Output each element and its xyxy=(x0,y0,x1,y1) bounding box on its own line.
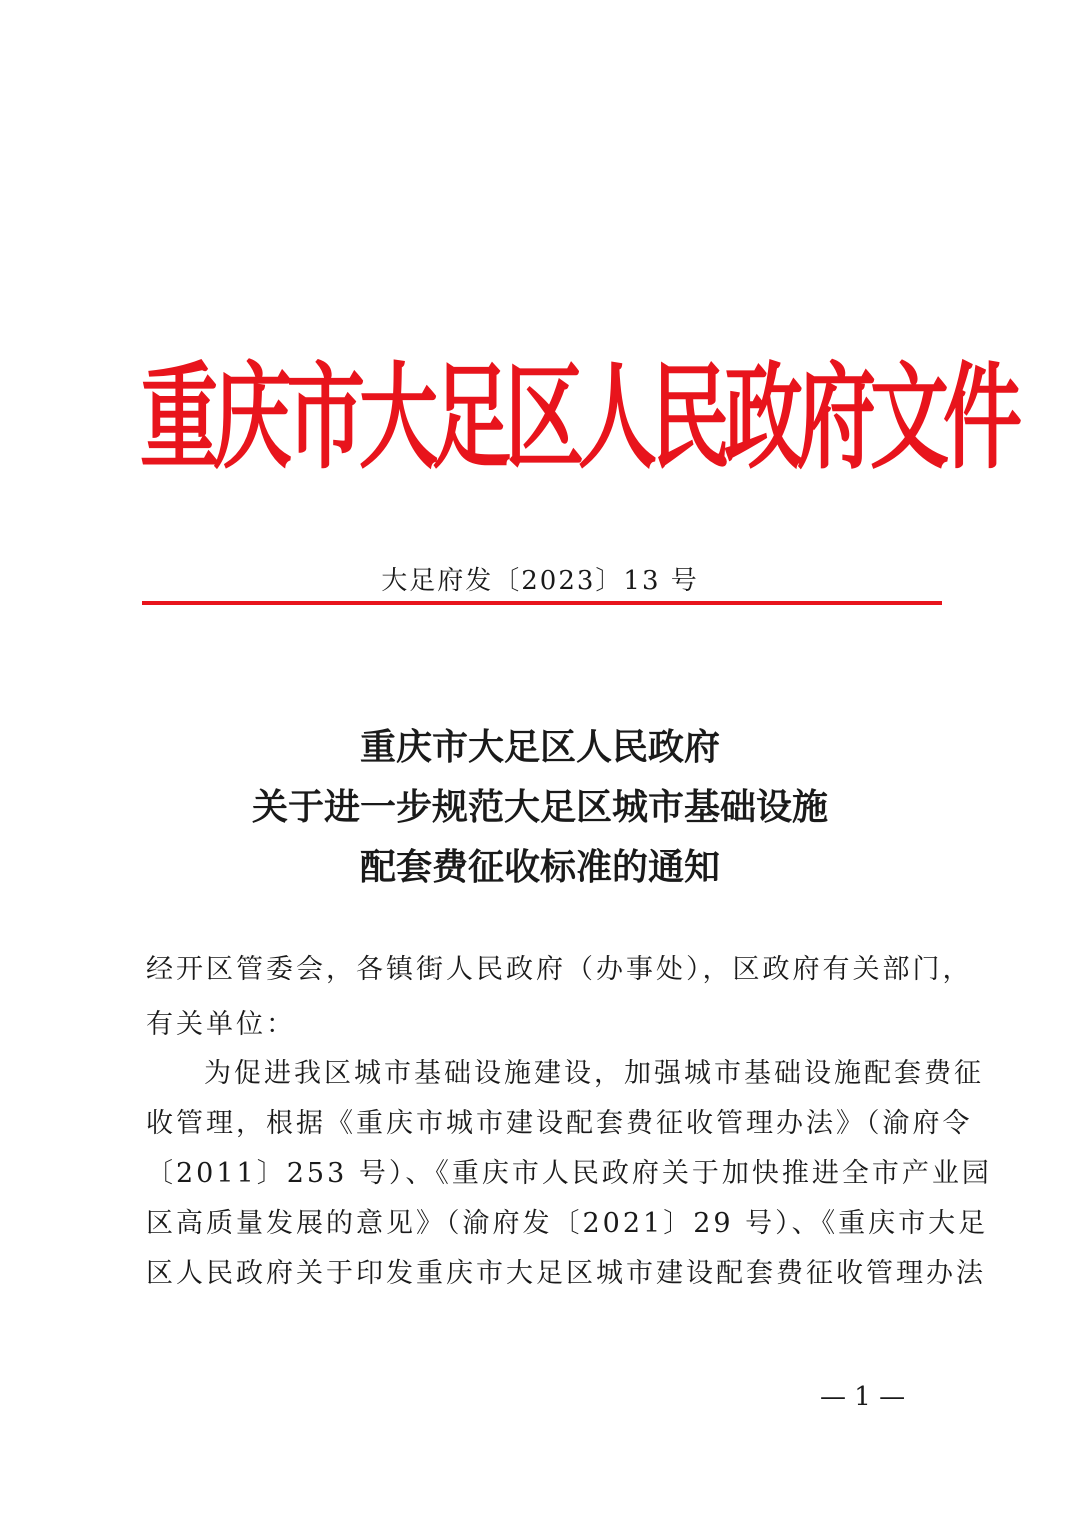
document-number: 大足府发〔2023〕13 号 xyxy=(381,566,699,596)
masthead-title: 重庆市大足区人民政府文件 xyxy=(140,351,1016,486)
body-line-7: 区人民政府关于印发重庆市大足区城市建设配套费征收管理办法 xyxy=(146,1258,986,1289)
notice-title-line-2: 关于进一步规范大足区城市基础设施 xyxy=(251,786,828,828)
body-line-1: 经开区管委会，各镇街人民政府（办事处），区政府有关部门， xyxy=(146,954,973,985)
body-line-3: 为促进我区城市基础设施建设，加强城市基础设施配套费征 xyxy=(204,1058,984,1089)
body-line-2: 有关单位： xyxy=(146,1009,296,1040)
red-separator-line xyxy=(142,601,942,605)
notice-title-line-3: 配套费征收标准的通知 xyxy=(359,846,720,888)
body-line-4: 收管理，根据《重庆市城市建设配套费征收管理办法》（渝府令 xyxy=(146,1108,973,1139)
notice-title-line-1: 重庆市大足区人民政府 xyxy=(359,726,720,768)
page-number: — 1 — xyxy=(820,1382,906,1412)
body-line-5: 〔2011〕253 号）、《重庆市人民政府关于加快推进全市产业园 xyxy=(146,1158,992,1189)
body-line-6: 区高质量发展的意见》（渝府发〔2021〕29 号）、《重庆市大足 xyxy=(146,1208,989,1239)
